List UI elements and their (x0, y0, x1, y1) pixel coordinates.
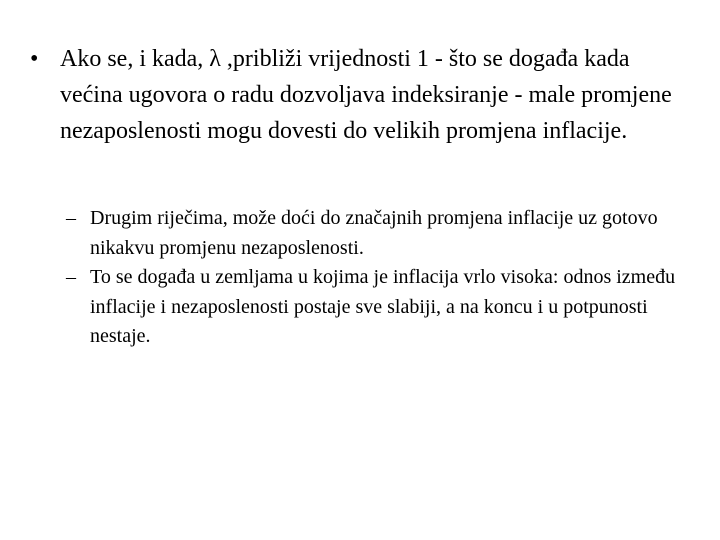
bullet-marker: • (30, 46, 39, 72)
sub-bullet-text: To se događa u zemljama u kojima je inflacija vrlo visoka: odnos između inflacije i nezaposlenosti postaje sve slabiji, a na koncu i u potpunosti nestaje. (90, 266, 676, 347)
main-bullet-text: Ako se, i kada, λ ,približi vrijednosti 1 - što se događa kada većina ugovora o radu dozvoljava indeksiranje - male promjene nezaposlenosti mogu dovesti do velikih promjena inflacije. (60, 46, 672, 144)
main-bullet-item (30, 41, 690, 149)
sub-bullet-item (66, 263, 686, 352)
sub-bullet-text: Drugim riječima, može doći do značajnih promjena inflacije uz gotovo nikakvu promjenu nezaposlenosti. (90, 207, 658, 259)
sub-bullet-item (66, 204, 686, 263)
dash-marker: – (66, 207, 76, 229)
dash-marker: – (66, 266, 76, 288)
sub-bullet-list (66, 204, 686, 352)
